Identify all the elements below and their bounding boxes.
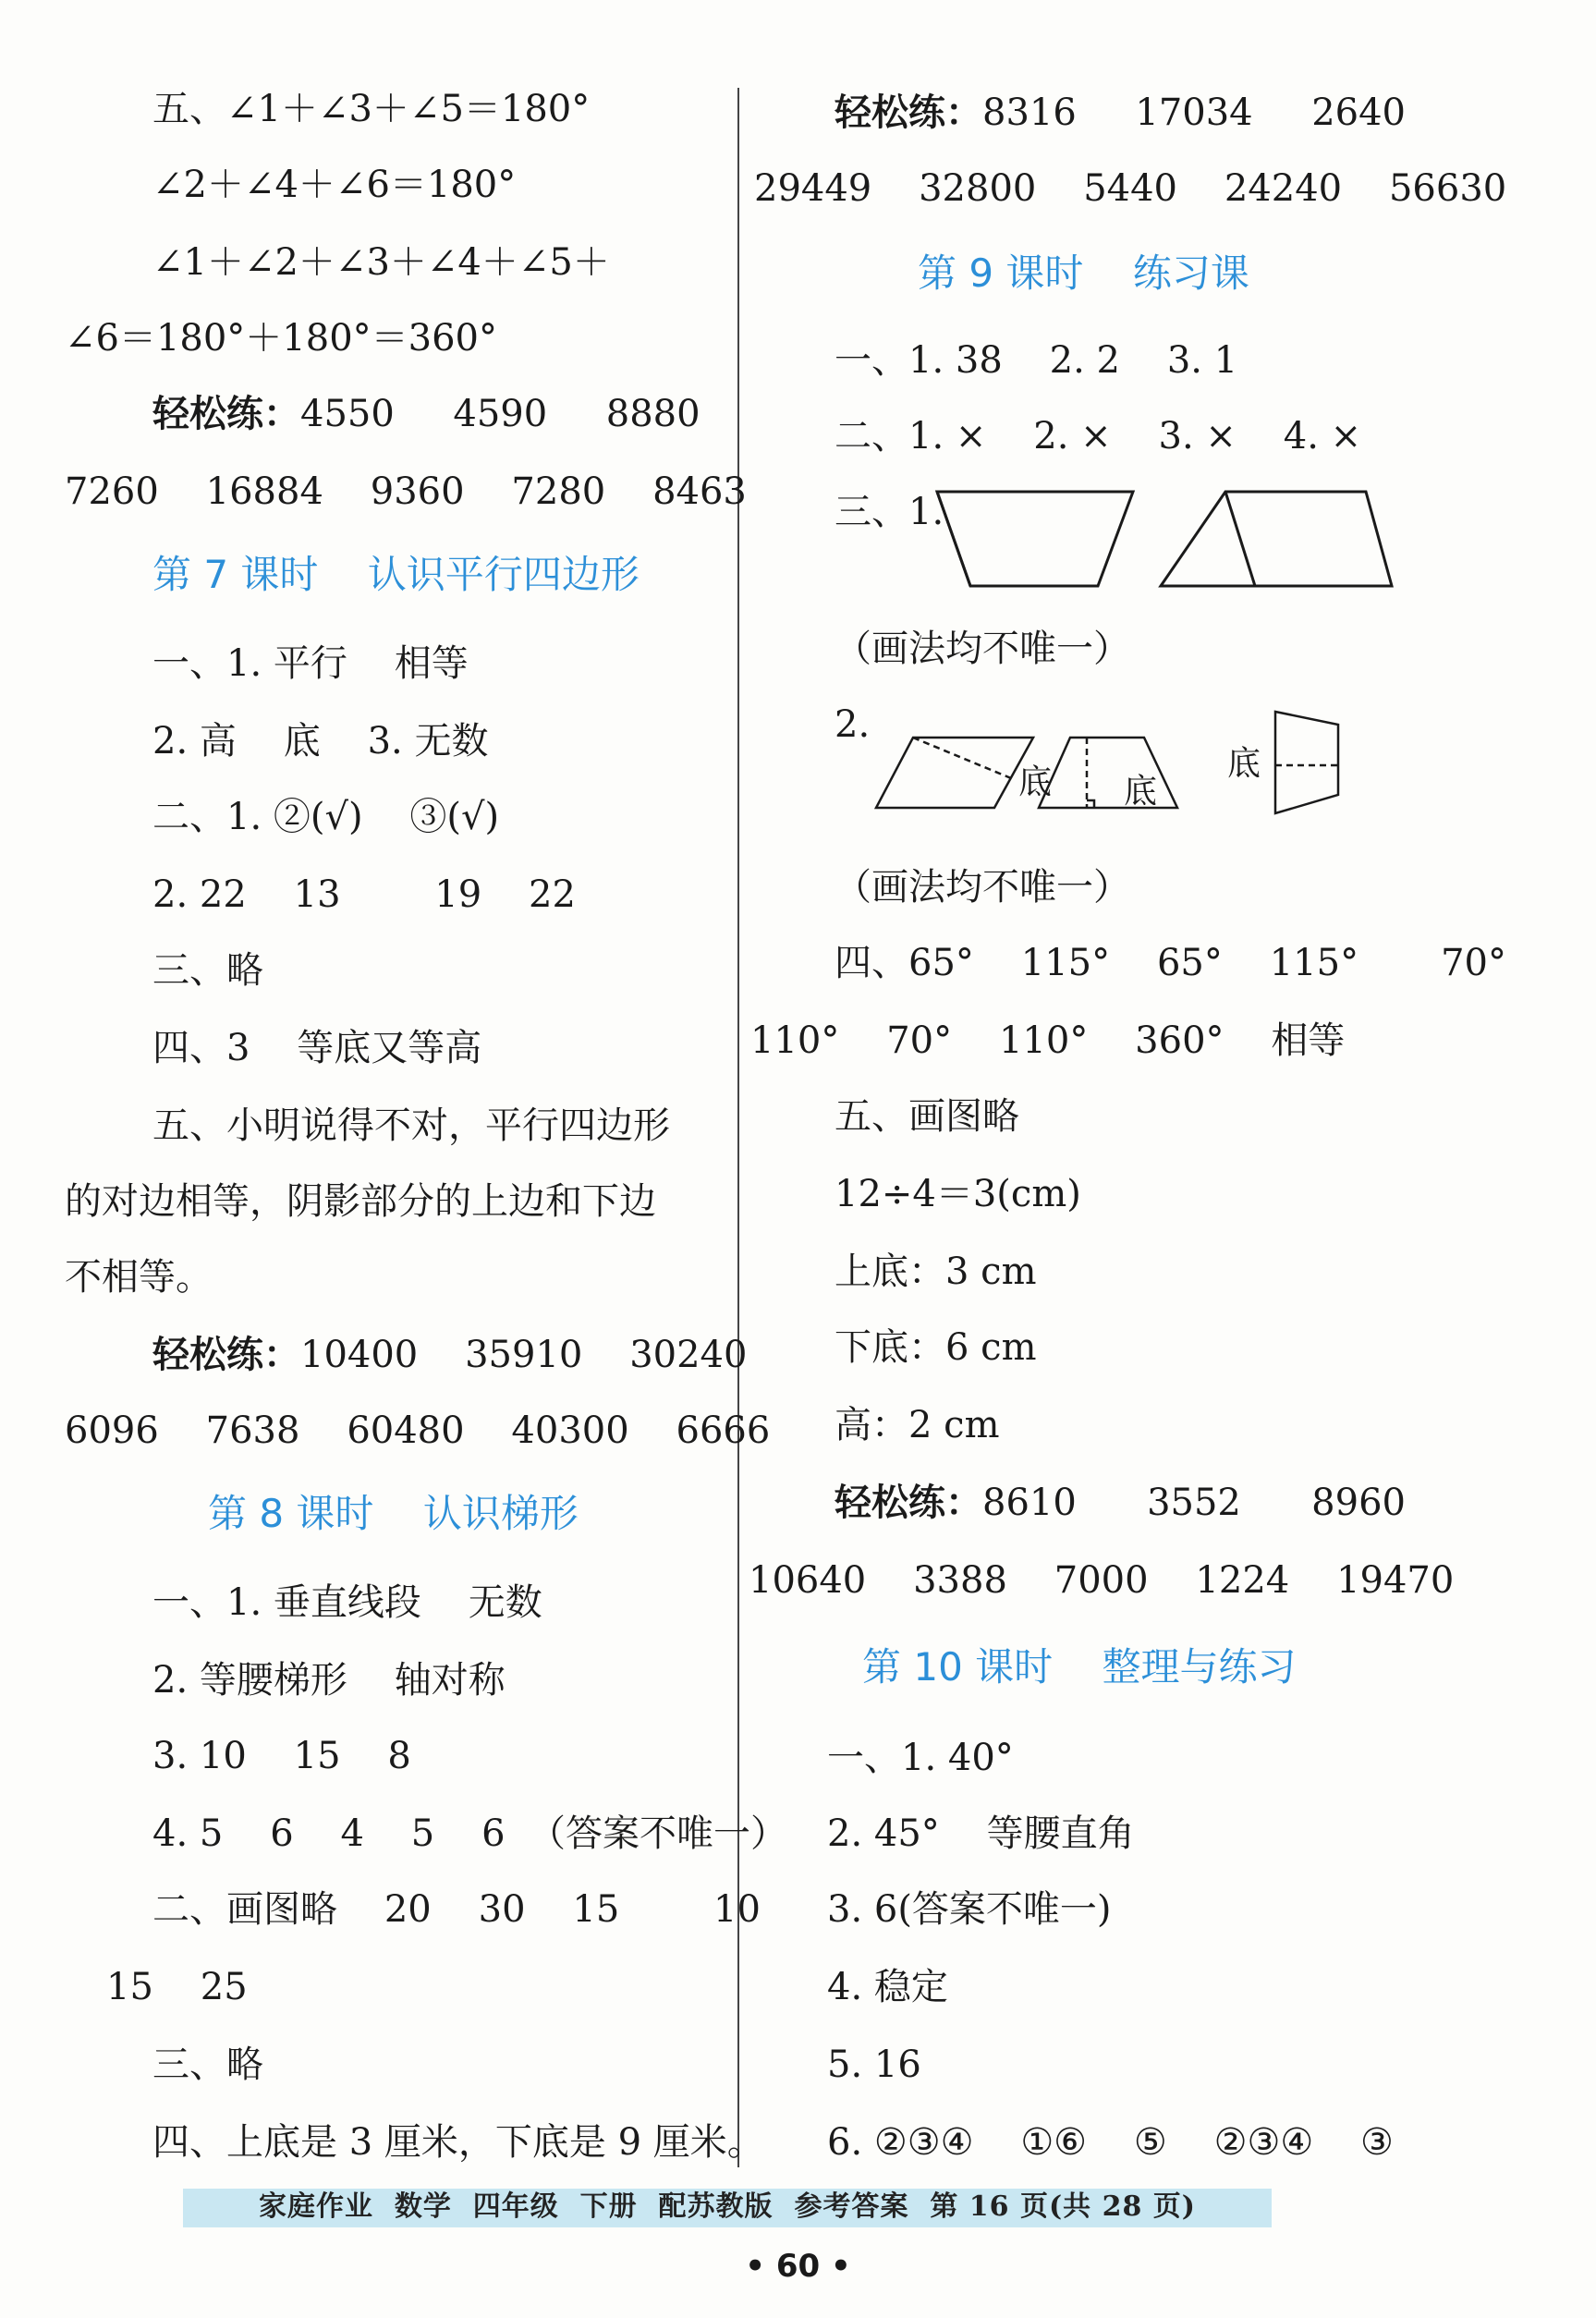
page-number: • 60 •	[745, 2248, 851, 2285]
base-label: 底	[1227, 745, 1261, 783]
answer-line: 15 25	[106, 1966, 248, 2008]
answer-line: 的对边相等，阴影部分的上边和下边	[65, 1180, 656, 1223]
answer-line: 110° 70° 110° 360° 相等	[750, 1019, 1346, 1062]
height-dashed-line	[913, 738, 1011, 778]
practice-label: 轻松练：	[152, 1333, 300, 1376]
answer-line: 五、小明说得不对，平行四边形	[152, 1104, 670, 1147]
answer-line: 四、3 等底又等高	[152, 1027, 482, 1069]
note-line: （画法均不唯一）	[835, 628, 1130, 670]
practice-line	[835, 89, 1406, 137]
answer-line: 2. 45° 等腰直角	[827, 1812, 1135, 1855]
answer-line: ∠6＝180°＋180°＝360°	[65, 317, 498, 360]
answer-line: 四、65° 115° 65° 115° 70°	[835, 942, 1506, 984]
answer-line: 三、略	[152, 949, 263, 992]
answer-line: 4. 稳定	[827, 1966, 948, 2008]
answer-line: ∠1＋∠2＋∠3＋∠4＋∠5＋	[152, 241, 610, 284]
answer-line: 二、1. ②(√) ③(√)	[152, 796, 500, 838]
answer-line: 2. 高 底 3. 无数	[152, 720, 489, 762]
practice-values: 4550 4590 8880	[300, 393, 701, 435]
answer-line: 五、∠1＋∠3＋∠5＝180°	[152, 88, 591, 130]
answer-line: 3. 10 15 8	[152, 1735, 411, 1777]
answer-line: 四、上底是 3 厘米，下底是 9 厘米。	[152, 2121, 764, 2164]
practice-line: 7260 16884 9360 7280 8463	[65, 470, 747, 513]
practice-line	[152, 1331, 747, 1379]
answer-line: 下底：6 cm	[835, 1326, 1037, 1369]
practice-values: 10400 35910 30240	[300, 1334, 748, 1376]
figure-heights	[876, 712, 1412, 823]
section-heading-lesson-9: 第 9 课时 练习课	[918, 250, 1249, 296]
answer-line: 三、1.	[835, 491, 944, 533]
section-heading-lesson-7: 第 7 课时 认识平行四边形	[152, 552, 640, 597]
section-heading-lesson-10: 第 10 课时 整理与练习	[862, 1644, 1297, 1690]
practice-label: 轻松练：	[152, 392, 300, 435]
answer-line: 2. 等腰梯形 轴对称	[152, 1659, 506, 1702]
practice-line: 10640 3388 7000 1224 19470	[749, 1559, 1455, 1602]
base-label: 底	[1124, 773, 1158, 811]
answer-line: 2. 22 13 19 22	[152, 873, 576, 916]
answer-line: 一、1. 40°	[827, 1737, 1014, 1779]
answer-line: 二、1. × 2. × 3. × 4. ×	[835, 415, 1362, 458]
practice-line	[835, 1479, 1406, 1527]
answer-line: 2.	[835, 703, 871, 746]
cut-line	[1225, 492, 1255, 586]
practice-values: 8316 17034 2640	[982, 92, 1406, 134]
answer-line: 一、1. 垂直线段 无数	[152, 1581, 542, 1624]
answer-line: 4. 5 6 4 5 6 （答案不唯一）	[152, 1812, 787, 1855]
cut-line	[937, 492, 970, 586]
practice-label: 轻松练：	[835, 91, 982, 134]
practice-line: 29449 32800 5440 24240 56630	[754, 167, 1507, 210]
footer-caption: 家庭作业 数学 四年级 下册 配苏教版 参考答案 第 16 页(共 28 页)	[259, 2190, 1196, 2223]
answer-line: 一、1. 平行 相等	[152, 642, 469, 685]
answer-line: 不相等。	[65, 1256, 213, 1299]
section-heading-lesson-8: 第 8 课时 认识梯形	[208, 1491, 579, 1536]
answer-line: ∠2＋∠4＋∠6＝180°	[152, 164, 517, 206]
trapezoid-shape	[1161, 492, 1392, 586]
base-label: 底	[1018, 763, 1053, 801]
practice-line: 6096 7638 60480 40300 6666	[65, 1409, 771, 1452]
answer-line: 高：2 cm	[835, 1404, 1000, 1446]
answer-line: 12÷4＝3(cm)	[835, 1173, 1081, 1215]
practice-label: 轻松练：	[835, 1481, 982, 1524]
answer-line: 5. 16	[827, 2044, 921, 2086]
answer-line: 6. ②③④ ①⑥ ⑤ ②③④ ③	[827, 2121, 1394, 2164]
answer-line: 3. 6(答案不唯一)	[827, 1888, 1112, 1931]
rotated-trapezoid	[1275, 712, 1338, 813]
answer-line: 五、画图略	[835, 1095, 1019, 1138]
parallelogram-with-height	[876, 738, 1033, 808]
answer-line: 上底：3 cm	[835, 1250, 1037, 1293]
answer-line: 二、画图略 20 30 15 10	[152, 1888, 761, 1931]
practice-values: 8610 3552 8960	[982, 1482, 1406, 1524]
practice-line	[152, 390, 701, 438]
answer-line: 一、1. 38 2. 2 3. 1	[835, 339, 1238, 382]
figure-parallelogram-trapezoid	[932, 481, 1412, 601]
note-line: （画法均不唯一）	[835, 866, 1130, 909]
answer-line: 三、略	[152, 2044, 263, 2086]
